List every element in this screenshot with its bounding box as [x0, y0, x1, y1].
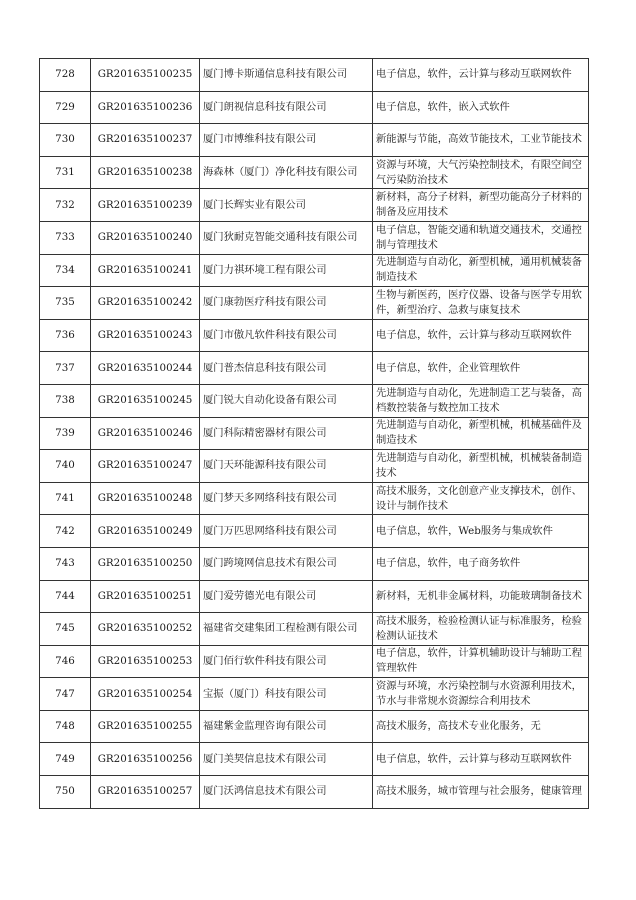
certificate-code: GR201635100235: [91, 59, 200, 92]
table-row: [40, 352, 589, 385]
tech-field: 资源与环境，大气污染控制技术，有限空间空气污染防治技术: [373, 156, 589, 189]
tech-field: 生物与新医药，医疗仪器、设备与医学专用软件，新型治疗、急救与康复技术: [373, 287, 589, 320]
table-row: [40, 450, 589, 483]
enterprise-table: [39, 58, 589, 809]
certificate-code: GR201635100244: [91, 352, 200, 385]
company-name: 厦门佰行软件科技有限公司: [200, 645, 373, 678]
table-row: [40, 743, 589, 776]
certificate-code: GR201635100240: [91, 221, 200, 254]
row-number: 728: [40, 59, 91, 92]
row-number: 748: [40, 710, 91, 743]
certificate-code: GR201635100251: [91, 580, 200, 613]
row-number: 741: [40, 482, 91, 515]
tech-field: 电子信息，智能交通和轨道交通技术，交通控制与管理技术: [373, 221, 589, 254]
company-name: 福建省交建集团工程检测有限公司: [200, 613, 373, 646]
table-row: [40, 776, 589, 809]
table-row: [40, 287, 589, 320]
company-name: 福建紫金监理咨询有限公司: [200, 710, 373, 743]
company-name: 厦门梦天多网络科技有限公司: [200, 482, 373, 515]
company-name: 厦门普杰信息科技有限公司: [200, 352, 373, 385]
certificate-code: GR201635100253: [91, 645, 200, 678]
company-name: 厦门市博维科技有限公司: [200, 124, 373, 157]
certificate-code: GR201635100245: [91, 384, 200, 417]
table-row: [40, 156, 589, 189]
row-number: 732: [40, 189, 91, 222]
company-name: 厦门万匹思网络科技有限公司: [200, 515, 373, 548]
table-row: [40, 221, 589, 254]
row-number: 733: [40, 221, 91, 254]
tech-field: 资源与环境，水污染控制与水资源利用技术，节水与非常规水资源综合利用技术: [373, 678, 589, 711]
tech-field: 电子信息，软件，嵌入式软件: [373, 91, 589, 124]
tech-field: 电子信息，软件，云计算与移动互联网软件: [373, 319, 589, 352]
company-name: 厦门沃鸿信息技术有限公司: [200, 776, 373, 809]
certificate-code: GR201635100256: [91, 743, 200, 776]
row-number: 729: [40, 91, 91, 124]
tech-field: 高技术服务，城市管理与社会服务，健康管理: [373, 776, 589, 809]
certificate-code: GR201635100255: [91, 710, 200, 743]
table-row: [40, 645, 589, 678]
company-name: 厦门市傲凡软件科技有限公司: [200, 319, 373, 352]
row-number: 750: [40, 776, 91, 809]
table-row: [40, 91, 589, 124]
company-name: 厦门康勃医疗科技有限公司: [200, 287, 373, 320]
table-row: [40, 417, 589, 450]
tech-field: 电子信息，软件，计算机辅助设计与辅助工程管理软件: [373, 645, 589, 678]
tech-field: 新能源与节能，高效节能技术，工业节能技术: [373, 124, 589, 157]
row-number: 749: [40, 743, 91, 776]
table-row: [40, 384, 589, 417]
company-name: 厦门锐大自动化设备有限公司: [200, 384, 373, 417]
row-number: 731: [40, 156, 91, 189]
tech-field: 电子信息，软件，企业管理软件: [373, 352, 589, 385]
table-row: [40, 678, 589, 711]
certificate-code: GR201635100236: [91, 91, 200, 124]
certificate-code: GR201635100247: [91, 450, 200, 483]
certificate-code: GR201635100238: [91, 156, 200, 189]
tech-field: 高技术服务，高技术专业化服务，无: [373, 710, 589, 743]
tech-field: 高技术服务，检验检测认证与标准服务，检验检测认证技术: [373, 613, 589, 646]
table-row: [40, 515, 589, 548]
table-row: [40, 482, 589, 515]
tech-field: 电子信息，软件，电子商务软件: [373, 547, 589, 580]
tech-field: 电子信息，软件，云计算与移动互联网软件: [373, 743, 589, 776]
company-name: 厦门朗视信息科技有限公司: [200, 91, 373, 124]
table-row: [40, 189, 589, 222]
company-name: 厦门长辉实业有限公司: [200, 189, 373, 222]
tech-field: 先进制造与自动化，先进制造工艺与装备，高档数控装备与数控加工技术: [373, 384, 589, 417]
table-row: [40, 710, 589, 743]
row-number: 735: [40, 287, 91, 320]
row-number: 736: [40, 319, 91, 352]
table-row: [40, 124, 589, 157]
row-number: 742: [40, 515, 91, 548]
certificate-code: GR201635100242: [91, 287, 200, 320]
table-row: [40, 613, 589, 646]
tech-field: 新材料，高分子材料，新型功能高分子材料的制备及应用技术: [373, 189, 589, 222]
certificate-code: GR201635100254: [91, 678, 200, 711]
company-name: 厦门美契信息技术有限公司: [200, 743, 373, 776]
tech-field: 电子信息，软件，云计算与移动互联网软件: [373, 59, 589, 92]
row-number: 740: [40, 450, 91, 483]
tech-field: 先进制造与自动化，新型机械，机械基础件及制造技术: [373, 417, 589, 450]
certificate-code: GR201635100246: [91, 417, 200, 450]
company-name: 宝振（厦门）科技有限公司: [200, 678, 373, 711]
table-row: [40, 547, 589, 580]
company-name: 厦门狄耐克智能交通科技有限公司: [200, 221, 373, 254]
tech-field: 先进制造与自动化，新型机械，机械装备制造技术: [373, 450, 589, 483]
row-number: 739: [40, 417, 91, 450]
row-number: 744: [40, 580, 91, 613]
company-name: 厦门力祺环境工程有限公司: [200, 254, 373, 287]
table-row: [40, 580, 589, 613]
tech-field: 电子信息，软件，Web服务与集成软件: [373, 515, 589, 548]
certificate-code: GR201635100239: [91, 189, 200, 222]
certificate-code: GR201635100248: [91, 482, 200, 515]
company-name: 厦门博卡斯通信息科技有限公司: [200, 59, 373, 92]
certificate-code: GR201635100250: [91, 547, 200, 580]
row-number: 746: [40, 645, 91, 678]
row-number: 730: [40, 124, 91, 157]
company-name: 厦门跨境网信息技术有限公司: [200, 547, 373, 580]
table-row: [40, 319, 589, 352]
row-number: 734: [40, 254, 91, 287]
company-name: 厦门科际精密器材有限公司: [200, 417, 373, 450]
table-row: [40, 254, 589, 287]
certificate-code: GR201635100243: [91, 319, 200, 352]
certificate-code: GR201635100252: [91, 613, 200, 646]
tech-field: 新材料，无机非金属材料，功能玻璃制备技术: [373, 580, 589, 613]
row-number: 743: [40, 547, 91, 580]
certificate-code: GR201635100237: [91, 124, 200, 157]
company-name: 厦门爱劳德光电有限公司: [200, 580, 373, 613]
company-name: 厦门天环能源科技有限公司: [200, 450, 373, 483]
tech-field: 先进制造与自动化，新型机械，通用机械装备制造技术: [373, 254, 589, 287]
certificate-code: GR201635100241: [91, 254, 200, 287]
tech-field: 高技术服务，文化创意产业支撑技术，创作、设计与制作技术: [373, 482, 589, 515]
row-number: 745: [40, 613, 91, 646]
row-number: 737: [40, 352, 91, 385]
row-number: 738: [40, 384, 91, 417]
company-name: 海森林（厦门）净化科技有限公司: [200, 156, 373, 189]
certificate-code: GR201635100249: [91, 515, 200, 548]
table-row: [40, 59, 589, 92]
table-body: [40, 59, 589, 809]
row-number: 747: [40, 678, 91, 711]
certificate-code: GR201635100257: [91, 776, 200, 809]
